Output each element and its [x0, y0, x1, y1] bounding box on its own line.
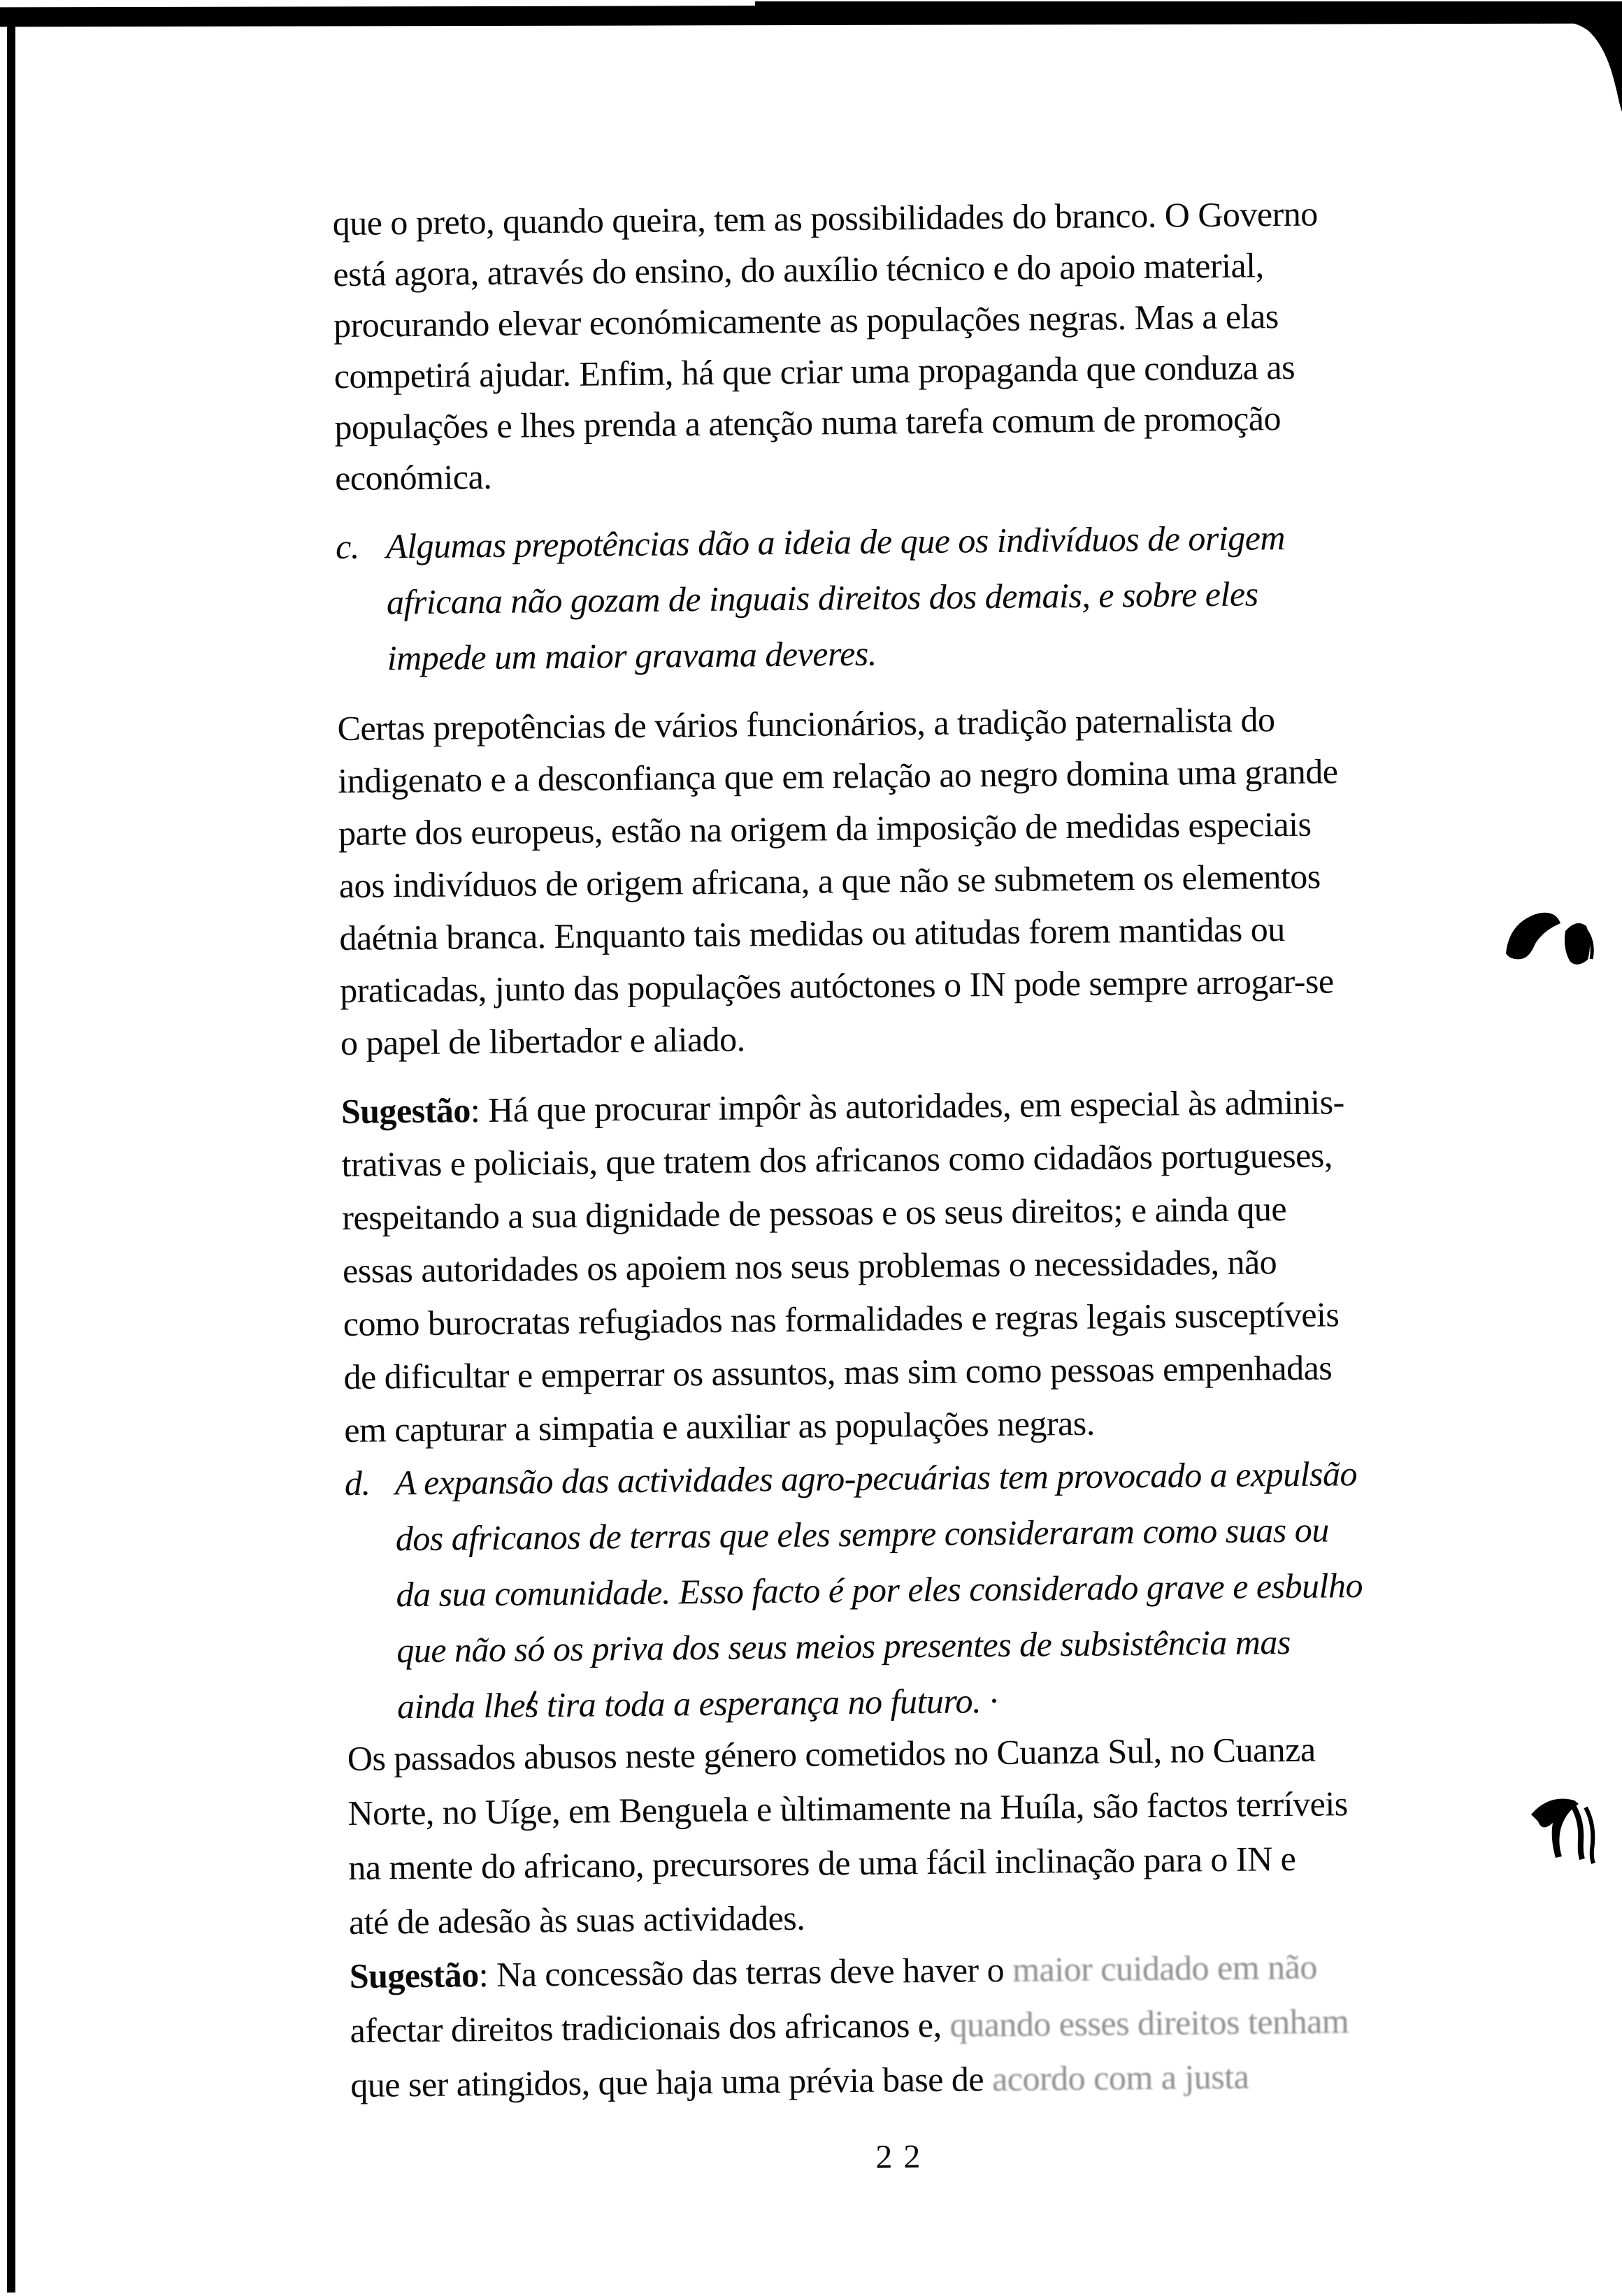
text-line: [338, 850, 1339, 912]
text-line: [333, 342, 1319, 403]
list-item-c: [336, 510, 1286, 686]
text-line: [386, 510, 1286, 574]
text-line: [334, 393, 1320, 454]
list-item-d: [345, 1445, 1364, 1735]
text-line: [338, 745, 1338, 807]
text-segment: está agora, através do ensino, do auxílio técnico e do apoio material,: [333, 245, 1264, 294]
text-segment: africana não gozam de inguais direitos dos demais, e sobre eles: [386, 574, 1258, 622]
text-segment: o papel de libertador e aliado.: [340, 1019, 745, 1063]
text-segment: de dificultar e emperrar os assuntos, mas sim como pessoas empenhadas: [343, 1348, 1333, 1397]
text-line: [341, 1128, 1345, 1191]
text-line: [347, 1721, 1347, 1786]
text-segment: Norte, no Uíge, em Benguela e ùltimamente na Huíla, são factos terríveis: [347, 1784, 1348, 1833]
text-segment: essas autoridades os apoiem nos seus problemas o necessidades, não: [342, 1242, 1277, 1291]
text-segment: respeitando a sua dignidade de pessoas e os seus direitos; e ainda que: [342, 1189, 1287, 1238]
text-line: [395, 1501, 1362, 1566]
text-line: [333, 291, 1319, 352]
text-segment: na mente do africano, precursores de uma fácil inclinação para o IN e: [348, 1838, 1296, 1887]
text-line: [332, 189, 1318, 250]
text-line: [396, 1557, 1363, 1622]
text-line: [335, 444, 1321, 505]
text-line: [350, 2048, 1349, 2112]
text-line: [338, 797, 1339, 860]
text-segment: trativas e policiais, que tratem dos africanos como cidadãos portugueses,: [341, 1135, 1333, 1185]
paragraph-sugestao-2: [349, 1939, 1349, 2112]
text-segment: impede um maior gravama deveres.: [387, 633, 877, 678]
text-segment: Sugestão: [349, 1955, 479, 1995]
text-segment: dos africanos de terras que eles sempre consideraram como suas ou: [395, 1510, 1329, 1559]
text-segment: indigenato e a desconfiança que em relação ao negro domina uma grande: [338, 751, 1338, 801]
text-segment: como burocratas refugiados nas formalidades e regras legais susceptíveis: [343, 1294, 1340, 1344]
text-line: [341, 1075, 1345, 1138]
paragraph: [332, 189, 1320, 505]
text-segment: competirá ajudar. Enfim, há que criar uma propaganda que conduza as: [333, 347, 1296, 396]
text-line: [343, 1287, 1347, 1350]
text-segment: Os passados abusos neste género cometidos no Cuanza Sul, no Cuanza: [347, 1729, 1316, 1778]
text-segment: acordo com a justa: [991, 2056, 1249, 2099]
text-segment: procurando elevar económicamente as populações negras. Mas a elas: [333, 296, 1279, 345]
text-segment: : Na concessão das terras deve haver o: [478, 1949, 1013, 1995]
text-segment: parte dos europeus, estão na origem da imposição de medidas especiais: [338, 804, 1312, 853]
text-line: [340, 955, 1340, 1017]
page-number: 22: [875, 2137, 932, 2176]
text-line: [348, 1831, 1349, 1895]
text-line: [337, 693, 1337, 755]
text-segment: Certas prepotências de vários funcionários, a tradição paternalista do: [337, 700, 1275, 749]
text-segment: A expansão das actividades agro-pecuárias tem provocado a expulsão: [394, 1454, 1358, 1503]
text-line: [347, 1776, 1348, 1840]
text-line: [342, 1181, 1346, 1244]
text-segment: aos indivíduos de origem africana, a que não se submetem os elementos: [338, 856, 1321, 906]
text-line: [339, 902, 1340, 965]
text-line: [333, 240, 1319, 301]
text-segment: afectar direitos tradicionais dos africanos e,: [350, 2005, 950, 2050]
text-line: [350, 1993, 1349, 2058]
text-segment: que o preto, quando queira, tem as possibilidades do branco. O Governo: [332, 194, 1319, 243]
list-item-marker: d.: [344, 1463, 371, 1503]
text-line: [395, 1445, 1362, 1510]
text-segment: que ser atingidos, que haja uma prévia base de: [350, 2059, 993, 2104]
text-segment: até de adesão às suas actividades.: [348, 1898, 805, 1942]
text-segment: Algumas prepotências dão a ideia de que os indivíduos de origem: [385, 518, 1286, 566]
text-segment: daétnia branca. Enquanto tais medidas ou atitudas forem mantidas ou: [339, 909, 1285, 958]
text-segment: : Há que procurar impôr às autoridades, em especial às adminis-: [470, 1082, 1345, 1130]
text-line: [340, 1007, 1341, 1069]
paragraph: [337, 693, 1340, 1069]
text-segment: económica.: [334, 456, 492, 498]
text-segment: maior cuidado em não: [1012, 1947, 1318, 1989]
text-line: [349, 1885, 1349, 1949]
text-segment: em capturar a simpatia e auxiliar as populações negras.: [344, 1403, 1095, 1450]
text-line: [387, 565, 1286, 630]
text-segment: quando esses direitos tenham: [949, 2001, 1349, 2044]
paragraph: [347, 1721, 1349, 1949]
list-item-marker: c.: [335, 526, 360, 567]
text-line: [343, 1341, 1347, 1403]
text-segment: praticadas, junto das populações autóctones o IN pode sempre arrogar-se: [339, 961, 1334, 1011]
text-segment: populações e lhes prenda a atenção numa tarefa comum de promoção: [334, 398, 1282, 447]
text-segment: que não só os priva dos seus meios presentes de subsistência mas: [396, 1622, 1291, 1670]
text-line: [349, 1939, 1348, 2003]
text-segment: ainda lhes tira toda a esperança no futuro. ·: [396, 1681, 998, 1726]
text-segment: Sugestão: [340, 1090, 471, 1132]
text-line: [396, 1613, 1363, 1678]
text-segment: da sua comunidade. Esso facto é por eles considerado grave e esbulho: [396, 1566, 1363, 1615]
text-line: [343, 1234, 1347, 1297]
text-line: [387, 621, 1286, 686]
paragraph-sugestao-1: [341, 1075, 1348, 1457]
